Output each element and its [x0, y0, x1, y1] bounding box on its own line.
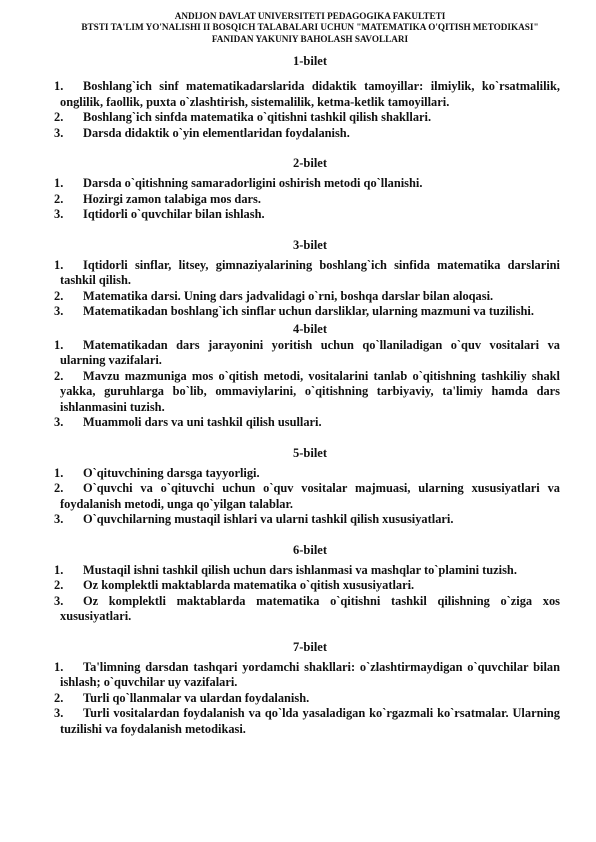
- question-number: 2.: [54, 578, 64, 593]
- question-number: 1.: [54, 79, 64, 94]
- question-text: Boshlang`ich sinfda matematika o`qitishni tashkil qilish shakllari.: [83, 110, 432, 125]
- bilet-title: 6-bilet: [292, 542, 328, 557]
- question-text: Ta'limning darsdan tashqari yordamchi shakllari: o`zlashtirmaydigan o`quvchilar bilan ishlash; o`quvchilar uy vazifalari.: [60, 659, 560, 690]
- question: [54, 706, 560, 737]
- bilet-title: 5-bilet: [292, 445, 328, 460]
- question: [54, 659, 560, 691]
- question-number: 2.: [54, 110, 64, 125]
- question: [54, 415, 560, 431]
- question-number: 3.: [54, 415, 64, 430]
- question-text: Matematikadan boshlang`ich sinflar uchun darsliklar, ularning mazmuni va tuzilishi.: [83, 304, 534, 319]
- question-text: Iqtidorli o`quvchilar bilan ishlash.: [83, 207, 265, 222]
- bilet-1: [54, 54, 560, 141]
- question-text: Hozirgi zamon talabiga mos dars.: [83, 191, 261, 206]
- question-text: O`qituvchining darsga tayyorligi.: [83, 465, 260, 480]
- question-text: Mavzu mazmuniga mos o`qitish metodi, vositalarini tanlab o`qitishning tashkiliy shakl yakka, guruhlarga bo`lib, ommaviylarini, o`qitishning tarbiyaviy, ta'limiy hamda dars ishlanmasini tuzish.: [60, 368, 560, 414]
- question: [54, 578, 560, 594]
- question-number: 3.: [54, 512, 64, 527]
- question: [54, 368, 560, 416]
- question-number: 1.: [54, 562, 64, 577]
- question-number: 3.: [54, 207, 64, 222]
- bilet-title: 3-bilet: [292, 237, 328, 252]
- bilet-6: [54, 542, 560, 625]
- question-text: Boshlang`ich sinf matematikadarslarida didaktik tamoyillar: ilmiylik, ko`rsatmalilik, onglilik, faollik, puxta o`zlashtirish, sistemalilik, ketma-ketlik tamoyillari.: [60, 79, 560, 109]
- question-text: Turli qo`llanmalar va ulardan foydalanish.: [83, 690, 310, 705]
- question: [54, 176, 560, 192]
- question-number: 2.: [54, 288, 64, 303]
- question: [54, 79, 560, 110]
- question-number: 1.: [54, 465, 64, 480]
- question-number: 1.: [54, 337, 64, 352]
- question-text: Darsda didaktik o`yin elementlaridan foydalanish.: [83, 125, 350, 140]
- bilet-5: [54, 445, 560, 528]
- question-number: 2.: [54, 368, 64, 383]
- question-text: Iqtidorli sinflar, litsey, gimnaziyalarining boshlang`ich sinfida matematika darslarini tashkil qilish.: [60, 257, 560, 288]
- question-text: O`quvchi va o`qituvchi uchun o`quv vositalar majmuasi, ularning xususiyatlari va foydalanish metodi, unga qo`yilgan talablar.: [60, 481, 560, 511]
- question: [54, 593, 560, 625]
- question: [54, 465, 560, 482]
- question: [54, 481, 560, 512]
- bilet-4: [54, 321, 560, 431]
- question-text: Darsda o`qitishning samaradorligini oshirish metodi qo`llanishi.: [83, 176, 423, 191]
- question: [54, 191, 560, 208]
- bilet-2: [54, 156, 560, 223]
- question-number: 1.: [54, 659, 64, 674]
- question-number: 3.: [54, 304, 64, 319]
- document-header: [60, 11, 560, 45]
- question-number: 1.: [54, 257, 64, 272]
- question-text: O`quvchilarning mustaqil ishlari va ularni tashkil qilish xususiyatlari.: [83, 512, 454, 527]
- question: [54, 110, 560, 126]
- bilet-7: [54, 639, 560, 738]
- question-number: 1.: [54, 176, 64, 191]
- question-text: Mustaqil ishni tashkil qilish uchun dars ishlanmasi va mashqlar to`plamini tuzish.: [83, 562, 517, 577]
- question-number: 3.: [54, 125, 64, 140]
- bilet-title: 2-bilet: [292, 156, 328, 171]
- bilet-title: 4-bilet: [292, 321, 328, 336]
- question-number: 3.: [54, 706, 64, 721]
- bilet-title: 7-bilet: [292, 639, 328, 654]
- question-number: 3.: [54, 593, 64, 608]
- question: [54, 304, 560, 320]
- question-text: Oz komplektli maktablarda matematika o`qitishni tashkil qilishning o`ziga xos xususiyatlari.: [60, 593, 560, 624]
- question: [54, 562, 560, 579]
- question-text: Muammoli dars va uni tashkil qilish usullari.: [83, 415, 322, 430]
- question: [54, 288, 560, 305]
- bilet-title: 1-bilet: [292, 54, 328, 69]
- question-text: Turli vositalardan foydalanish va qo`lda yasaladigan ko`rgazmali ko`rsatmalar. Ularning tuzilishi va foydalanish metodikasi.: [60, 706, 560, 736]
- question-number: 2.: [54, 690, 64, 705]
- question: [54, 512, 560, 528]
- question-text: Matematikadan dars jarayonini yoritish uchun qo`llaniladigan o`quv vositalari va ularning vazifalari.: [60, 337, 560, 368]
- question: [54, 207, 560, 223]
- bilet-3: [54, 237, 560, 320]
- question-text: Matematika darsi. Uning dars jadvalidagi o`rni, boshqa darslar bilan aloqasi.: [83, 288, 494, 303]
- header-subject: FANIDAN YAKUNIY BAHOLASH SAVOLLARI: [211, 33, 409, 44]
- header-university: ANDIJON DAVLAT UNIVERSITETI PEDAGOGIKA FAKULTETI: [174, 11, 446, 21]
- question-number: 2.: [54, 481, 64, 496]
- question: [54, 125, 560, 142]
- question: [54, 690, 560, 707]
- question-text: Oz komplektli maktablarda matematika o`qitish xususiyatlari.: [83, 578, 415, 593]
- question: [54, 257, 560, 289]
- question-number: 2.: [54, 191, 64, 206]
- question: [54, 337, 560, 369]
- header-program: BTSTI TA'LIM YO'NALISHI II BOSQICH TALABALARI UCHUN "MATEMATIKA O'QITISH METODIKASI": [81, 22, 539, 33]
